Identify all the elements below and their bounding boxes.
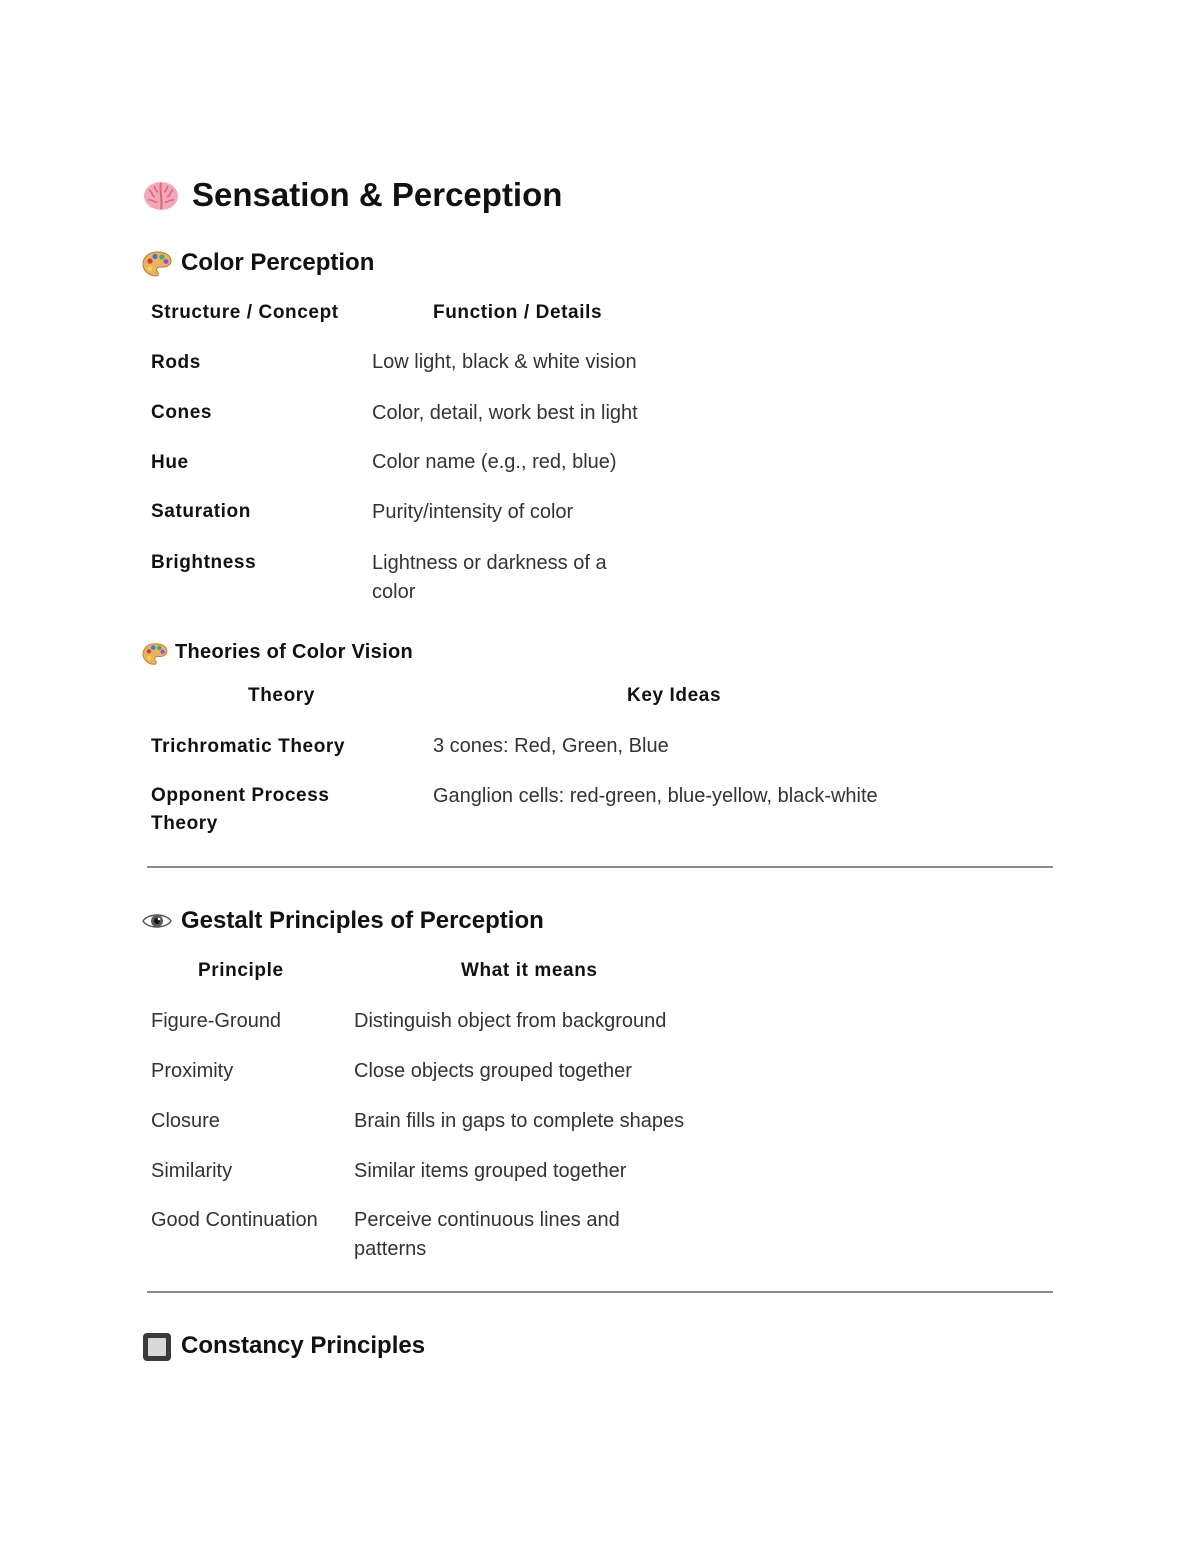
gestalt-heading: Gestalt Principles of Perception [181, 907, 544, 934]
term-proximity: Proximity [151, 1060, 234, 1082]
desc-proximity: Close objects grouped together [354, 1060, 632, 1082]
table-header-function: Function / Details [433, 302, 603, 323]
eye-icon [142, 910, 172, 932]
desc-rods: Low light, black & white vision [372, 351, 637, 373]
desc-figure-ground: Distinguish object from background [354, 1010, 667, 1032]
term-hue: Hue [151, 452, 189, 473]
desc-brightness: Lightness or darkness of a color [372, 552, 607, 603]
brain-icon [142, 178, 180, 214]
palette-icon [142, 250, 172, 278]
table-header-theory: Theory [248, 685, 315, 706]
term-cones: Cones [151, 402, 213, 423]
table-header-key-ideas: Key Ideas [627, 685, 722, 706]
palette-icon [142, 642, 168, 666]
term-similarity: Similarity [151, 1160, 233, 1182]
desc-hue: Color name (e.g., red, blue) [372, 451, 617, 473]
table-header-principle: Principle [198, 960, 284, 981]
desc-similarity: Similar items grouped together [354, 1160, 627, 1182]
square-button-icon [142, 1332, 172, 1362]
desc-closure: Brain fills in gaps to complete shapes [354, 1110, 685, 1132]
theories-heading: Theories of Color Vision [175, 641, 413, 663]
term-rods: Rods [151, 352, 201, 373]
table-header-what-it-means: What it means [461, 960, 598, 981]
term-saturation: Saturation [151, 501, 251, 522]
term-good-continuation: Good Continuation [151, 1209, 318, 1231]
color-perception-heading: Color Perception [181, 249, 375, 276]
desc-opponent-process: Ganglion cells: red-green, blue-yellow, black-white [433, 785, 878, 807]
term-figure-ground: Figure-Ground [151, 1010, 282, 1032]
desc-trichromatic: 3 cones: Red, Green, Blue [433, 735, 669, 757]
term-opponent-process: Opponent Process Theory [151, 785, 330, 834]
desc-cones: Color, detail, work best in light [372, 402, 638, 424]
divider [147, 866, 1053, 868]
desc-good-continuation: Perceive continuous lines and patterns [354, 1209, 620, 1260]
table-header-structure: Structure / Concept [151, 302, 339, 323]
constancy-heading: Constancy Principles [181, 1332, 426, 1359]
term-closure: Closure [151, 1110, 220, 1132]
term-trichromatic: Trichromatic Theory [151, 736, 346, 757]
desc-saturation: Purity/intensity of color [372, 501, 574, 523]
term-brightness: Brightness [151, 552, 257, 573]
page-title: Sensation & Perception [192, 176, 563, 213]
divider [147, 1291, 1053, 1293]
